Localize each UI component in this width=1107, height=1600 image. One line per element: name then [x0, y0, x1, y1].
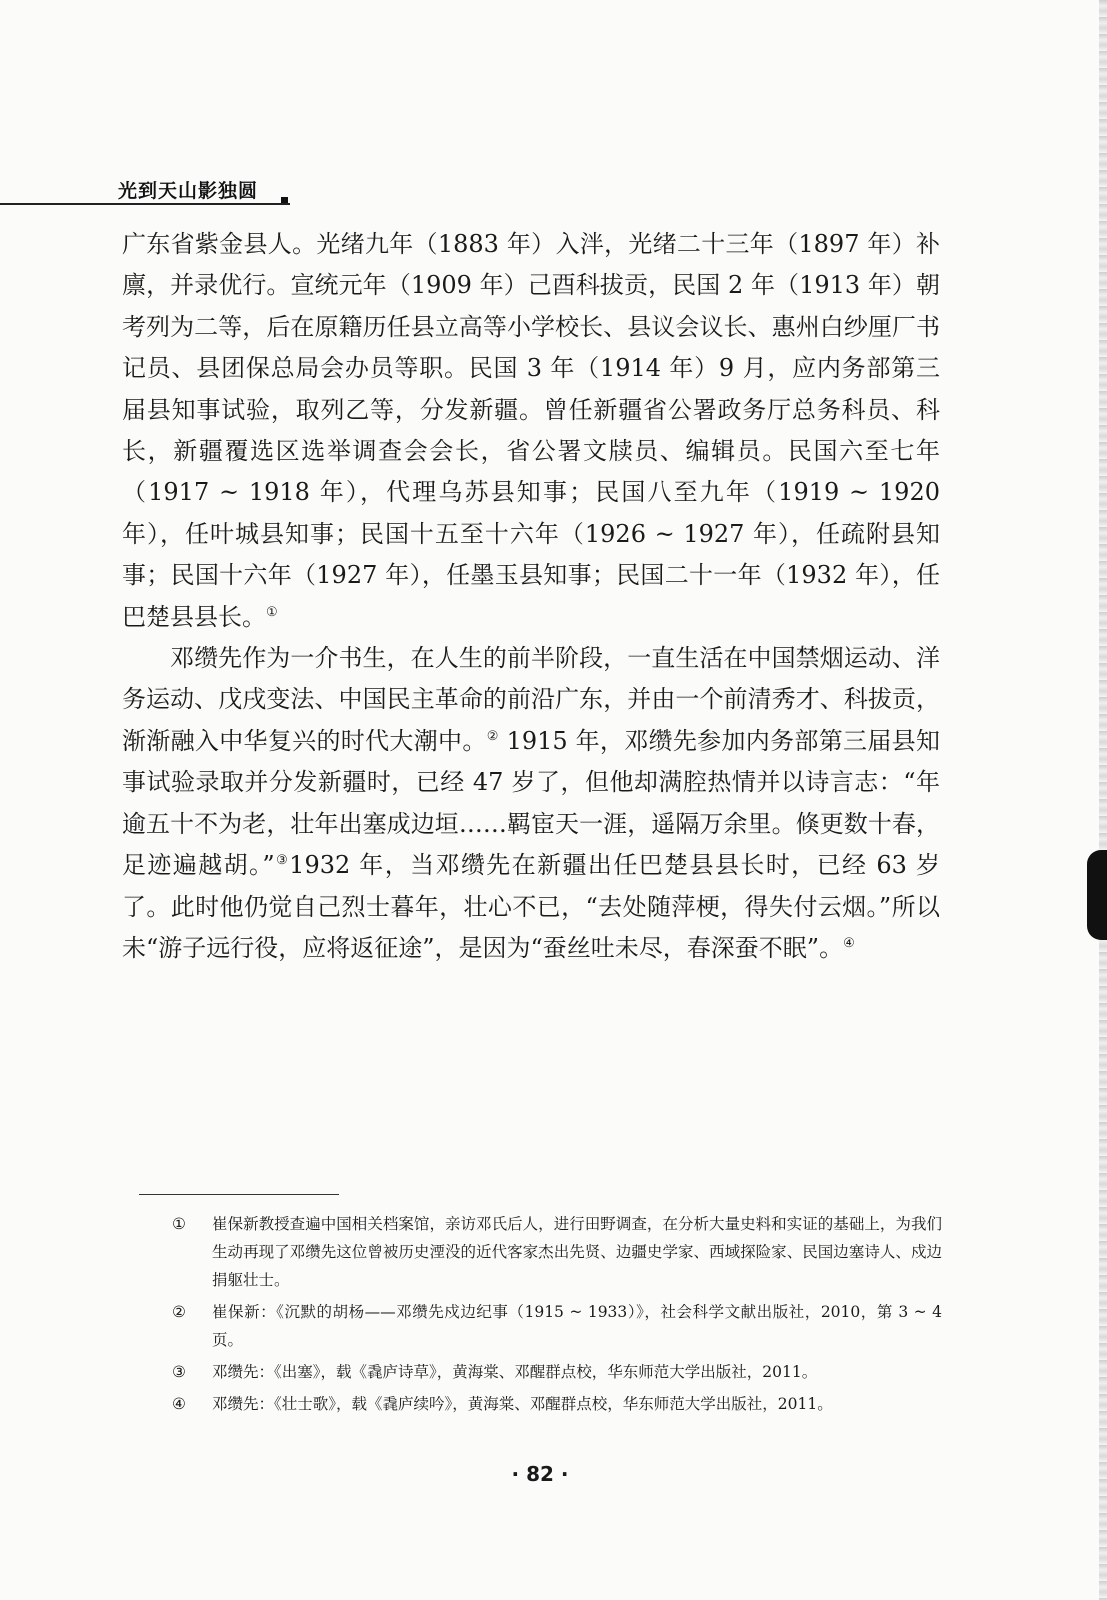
footnote-ref-4: ④ — [843, 935, 855, 951]
main-text — [122, 224, 940, 969]
footnote-text: 崔保新教授查遍中国相关档案馆，亲访邓氏后人，进行田野调查，在分析大量史料和实证的基础上，为我们生动再现了邓缵先这位曾被历史湮没的近代客家杰出先贤、边疆史学家、西域探险家、民国边塞诗人、戍边捐躯壮士。 — [212, 1215, 942, 1289]
paragraph-2-text-c: 1932 年，当邓缵先在新疆出任巴楚县县长时，已经 63 岁了。此时他仍觉自己烈士暮年，壮心不已，“去处随萍梗，得失付云烟。”所以未“游子远行役，应将返征途”，是因为“蚕丝吐未尽，春深蚕不眠”。 — [122, 851, 940, 962]
footnote-ref-1: ① — [266, 604, 278, 620]
paragraph-1 — [122, 224, 940, 638]
footnote — [172, 1358, 942, 1386]
page-number: · 82 · — [511, 1462, 569, 1486]
paragraph-1-text: 广东省紫金县人。光绪九年（1883 年）入泮，光绪二十三年（1897 年）补廪，并录优行。宣统元年（1909 年）己酉科拔贡，民国 2 年（1913 年）朝考列为二等，后在原籍历任县立高等小学校长、县议会议长、惠州白纱厘厂书记员、县团保总局会办员等职。民国 3 年（1914 年）9 月，应内务部第三届县知事试验，取列乙等，分发新疆。曾任新疆省公署政务厅总务科员、科长，新疆覆选区选举调查会会长，省公署文牍员、编辑员。民国六至七年（1917 ~ 1918 年），代理乌苏县知事；民国八至九年（1919 ~ 1920 年），任叶城县知事；民国十五至十六年（1926 ~ 1927 年），任疏附县知事；民国十六年（1927 年），任墨玉县知事；民国二十一年（1932 年），任巴楚县县长。 — [122, 230, 940, 631]
header-rule — [0, 203, 290, 205]
running-header: 光到天山影独圆 — [118, 180, 259, 202]
footnote — [172, 1298, 942, 1354]
footnotes — [172, 1210, 942, 1422]
paragraph-2-text-b: 1915 年，邓缵先参加内务部第三届县知事试验录取并分发新疆时，已经 47 岁了，但他却满腔热情并以诗言志：“年逾五十不为老，壮年出塞成边垣……羁宦天一涯，遥隔万余里。倏更数十春，足迹遍越胡。” — [122, 726, 940, 880]
scan-blot — [1087, 850, 1107, 940]
footnote-rule — [139, 1194, 339, 1195]
paragraph-2-text-a: 邓缵先作为一介书生，在人生的前半阶段，一直生活在中国禁烟运动、洋务运动、戊戌变法、中国民主革命的前沿广东，并由一个前清秀才、科拔贡，渐渐融入中华复兴的时代大潮中。 — [122, 644, 940, 755]
footnote-mark: ④ — [172, 1395, 186, 1413]
footnote — [172, 1210, 942, 1294]
scan-edge — [1099, 0, 1107, 1600]
footnote-text: 崔保新：《沉默的胡杨——邓缵先戍边纪事（1915 ~ 1933）》，社会科学文献出版社，2010，第 3 ~ 4 页。 — [212, 1303, 942, 1349]
footnote — [172, 1390, 942, 1418]
footnote-mark: ② — [172, 1303, 186, 1321]
footnote-mark: ① — [172, 1215, 186, 1233]
footnote-text: 邓缵先：《出塞》，载《毳庐诗草》，黄海棠、邓醒群点校，华东师范大学出版社，2011。 — [212, 1363, 818, 1381]
footnote-mark: ③ — [172, 1363, 186, 1381]
footnote-text: 邓缵先：《壮士歌》，载《毳庐续吟》，黄海棠、邓醒群点校，华东师范大学出版社，2011。 — [212, 1395, 833, 1413]
paragraph-2 — [122, 638, 940, 969]
footnote-ref-2: ② — [486, 728, 499, 744]
footnote-ref-3: ③ — [274, 853, 290, 869]
